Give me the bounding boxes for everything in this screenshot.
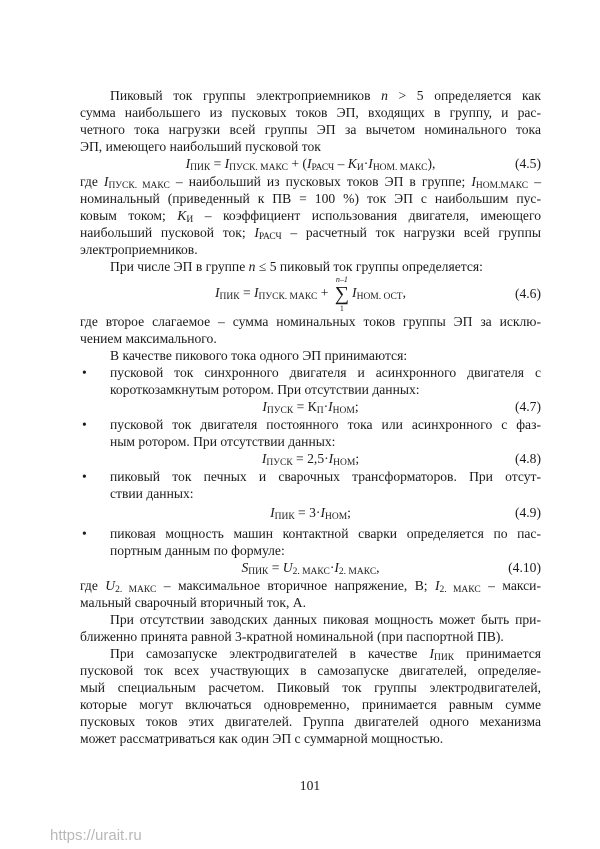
text-run: · (363, 156, 369, 171)
page-number: 101 (299, 778, 321, 793)
text-run: – наибольший из пусковых токов ЭП в группе; (169, 174, 472, 189)
variable-symbol: I (429, 646, 434, 661)
text-run: пусковой ток двигателя постоянного тока или асинхронного с фаз- (110, 417, 541, 432)
math-variable (177, 208, 193, 223)
variable-symbol: I (261, 451, 267, 466)
text-run: пусковой ток синхронного двигателя и асинхронного двигателя с (110, 365, 541, 380)
text-run: пиковый ток печных и сварочных трансформаторов. При отсут- (110, 469, 541, 484)
math-variable (186, 156, 211, 171)
text-run: = (239, 285, 255, 301)
text-line (80, 121, 541, 138)
variable-subscript: ПУСК. МАКС (108, 181, 170, 191)
paragraph (80, 258, 541, 275)
variable-symbol: I (328, 399, 333, 414)
variable-symbol: n (381, 88, 388, 103)
math-variable (214, 285, 240, 303)
text-run: – (334, 156, 348, 171)
text-run: чением максимального. (80, 331, 217, 346)
text-run: – максимальное вторичное напряжение, В; (156, 578, 435, 593)
variable-symbol: U (105, 578, 116, 593)
bullet-icon: • (82, 469, 87, 484)
text-run: В качестве пикового тока одного ЭП принимаются: (110, 348, 408, 363)
variable-subscript: 2. МАКС (338, 567, 377, 577)
text-run: – макси- (480, 578, 541, 593)
text-run: принимается (454, 646, 542, 661)
bullet-icon: • (82, 365, 87, 380)
text-run: пусковых токов этих двигателей. Группа двигателей одного механизма (80, 714, 541, 729)
variable-symbol: I (368, 156, 373, 171)
text-run: При отсутствии заводских данных пиковая мощность может быть при- (110, 612, 541, 627)
text-run: Пиковый ток группы электроприемников (110, 88, 382, 103)
variable-subscript: 2. МАКС (439, 585, 481, 595)
text-run: где второе слагаемое – сумма номинальных токов группы ЭП за исклю- (80, 314, 541, 329)
math-variable (334, 560, 376, 575)
text-run: · (329, 560, 335, 575)
text-line (110, 485, 541, 502)
text-run: четного тока нагрузки всей группы ЭП за вычетом номинального тока (80, 122, 541, 137)
formula (241, 559, 379, 577)
equation-number: (4.7) (514, 399, 541, 414)
variable-subscript: ПИК (219, 292, 240, 303)
text-run: + (317, 285, 332, 301)
formula (262, 398, 358, 416)
math-variable (320, 505, 347, 520)
text-line (80, 313, 541, 330)
variable-symbol: I (352, 285, 357, 301)
text-run: ≤ 5 пиковый ток группы определяется: (255, 259, 483, 274)
text-run: номинальный (приведенный к ПВ = 100 %) ток ЭП с наибольшим пус- (80, 191, 541, 206)
math-variable (381, 88, 388, 103)
variable-symbol: n (248, 259, 256, 274)
variable-subscript: 2. МАКС (292, 567, 330, 577)
equation (80, 450, 541, 468)
text-line (80, 138, 541, 155)
text-run: портным данным по формуле: (110, 543, 285, 558)
variable-subscript: НОМ. ОСТ (356, 292, 403, 303)
text-line (80, 730, 541, 747)
math-variable (104, 174, 170, 189)
variable-subscript: ПИК (248, 567, 269, 577)
variable-symbol: K (347, 156, 357, 171)
formula (215, 275, 406, 313)
text-line (110, 416, 541, 433)
math-variable (283, 560, 330, 575)
watermark-url: https://urait.ru (50, 827, 142, 844)
variable-symbol: I (103, 174, 109, 189)
text-run: пусковой ток всех участвующих в самозапуске двигателей, определяе- (80, 663, 541, 678)
text-line (110, 542, 541, 559)
variable-subscript: 2. МАКС (115, 585, 157, 595)
paragraph (80, 313, 541, 347)
variable-symbol: I (328, 451, 334, 466)
variable-subscript: РАСЧ (258, 232, 282, 242)
text-line (80, 713, 541, 730)
bullet-icon: • (82, 417, 87, 432)
sum-upper-limit: n–1 (335, 275, 348, 284)
paragraph (80, 577, 541, 611)
text-line (80, 645, 541, 662)
text-line (80, 577, 541, 594)
text-line (80, 662, 541, 679)
text-line (80, 87, 541, 104)
math-variable (328, 399, 355, 414)
text-run: ближенно принята равной 3-кратной номинальной (при паспортной ПВ). (80, 629, 504, 644)
text-run: ным ротором. При отсутствии данных: (110, 434, 336, 449)
math-variable (348, 156, 364, 171)
text-line (80, 594, 541, 611)
paragraph (80, 173, 541, 258)
formula (262, 450, 359, 468)
text-line (80, 628, 541, 645)
paragraph (80, 87, 541, 155)
math-variable (471, 174, 528, 189)
text-line (110, 525, 541, 542)
variable-symbol: S (241, 560, 249, 575)
equation-number: (4.8) (514, 451, 541, 466)
variable-subscript: НОМ (333, 458, 356, 468)
paragraph (80, 347, 541, 364)
bullet-item (80, 416, 541, 450)
text-run: , (402, 285, 407, 301)
sum-lower-limit: 1 (339, 304, 344, 313)
variable-subscript: ПИК (434, 653, 455, 663)
text-run: При числе ЭП в группе (110, 259, 249, 274)
text-run: ; (354, 399, 359, 414)
variable-symbol: I (434, 578, 440, 593)
text-line (80, 224, 541, 241)
variable-symbol: I (306, 156, 312, 171)
variable-subscript: ПУСК. МАКС (229, 163, 288, 173)
text-line (110, 433, 541, 450)
math-variable (307, 156, 334, 171)
variable-subscript: НОМ (324, 512, 348, 522)
text-run: ; (347, 505, 351, 520)
paragraph (80, 645, 541, 747)
text-line (80, 347, 541, 364)
text-line (80, 679, 541, 696)
text-run: ковым током; (80, 208, 178, 223)
variable-symbol: I (214, 285, 220, 301)
text-run: = 3· (294, 505, 321, 520)
variable-subscript: И (186, 215, 194, 225)
variable-symbol: I (320, 505, 325, 520)
math-variable (105, 578, 156, 593)
math-variable (329, 451, 356, 466)
text-run: > 5 определяется как (387, 88, 541, 103)
variable-subscript: ПУСК (266, 406, 294, 416)
text-line (80, 611, 541, 628)
equation-number: (4.9) (514, 505, 541, 520)
variable-subscript: ПИК (190, 163, 211, 173)
variable-symbol: I (254, 285, 259, 301)
equation-number: (4.6) (514, 286, 541, 301)
text-run: где (80, 578, 106, 593)
variable-symbol: I (334, 560, 339, 575)
summation-symbol (335, 275, 349, 313)
text-line (110, 381, 541, 398)
variable-symbol: I (224, 156, 230, 171)
text-run: ; (355, 451, 360, 466)
bullet-item (80, 468, 541, 502)
formula (270, 504, 351, 522)
text-run: = 2,5· (292, 451, 329, 466)
equation (80, 155, 541, 173)
text-line (80, 241, 541, 258)
math-variable (435, 578, 481, 593)
equation-number: (4.10) (508, 560, 541, 575)
math-variable (352, 285, 403, 303)
variable-symbol: I (471, 174, 476, 189)
text-run: – (528, 174, 541, 189)
equation (80, 559, 541, 577)
math-variable (429, 646, 454, 661)
text-run: короткозамкнутым ротором. При отсутствии данных: (110, 382, 420, 397)
text-run: которые могут включаться одновременно, принимается равным сумме (80, 697, 541, 712)
text-line (110, 364, 541, 381)
text-run: ствии данных: (110, 486, 194, 501)
text-line (80, 104, 541, 121)
text-line (80, 190, 541, 207)
variable-subscript: НОМ (332, 406, 355, 416)
paragraph (80, 611, 541, 645)
text-run: При самозапуске электродвигателей в качестве (110, 646, 430, 661)
sigma: ∑ (334, 283, 350, 305)
text-run: может рассматриваться как один ЭП с суммарной мощностью. (80, 731, 444, 746)
text-run: – коэффициент использования двигателя, имеющего (193, 208, 541, 223)
text-run: пиковая мощность машин контактной сварки определяется по пас- (110, 526, 541, 541)
math-variable (270, 505, 295, 520)
variable-subscript: ПУСК. МАКС (258, 292, 318, 303)
text-run: ЭП, имеющего наибольший пусковой ток (80, 139, 321, 154)
math-variable (254, 285, 318, 303)
page-body (80, 0, 541, 747)
equation-number: (4.5) (514, 156, 541, 171)
equation (80, 504, 541, 522)
text-run: + ( (287, 156, 307, 171)
text-line (80, 207, 541, 224)
formula (186, 155, 436, 173)
text-run: = К (293, 399, 317, 414)
text-line (80, 258, 541, 275)
text-run: ), (427, 156, 436, 171)
variable-symbol: U (282, 560, 293, 575)
text-run: электроприемников. (80, 242, 198, 257)
variable-subscript: И (356, 163, 364, 173)
text-run: – расчетный ток нагрузки всей группы (281, 225, 541, 240)
math-variable (254, 225, 281, 240)
variable-subscript: ПИК (274, 512, 295, 522)
variable-subscript: П (316, 406, 324, 416)
math-variable (317, 399, 324, 414)
text-line (80, 173, 541, 190)
variable-subscript: НОМ.МАКС (475, 181, 529, 191)
text-run: мальный сварочный вторичный ток, А. (80, 595, 306, 610)
text-run: наибольший пусковой ток; (80, 225, 255, 240)
variable-subscript: РАСЧ (311, 163, 335, 173)
text-run: сумма наибольшего из пусковых токов ЭП, входящих в группу, и рас- (80, 105, 541, 120)
text-run: = (268, 560, 283, 575)
math-variable (225, 156, 288, 171)
text-line (110, 468, 541, 485)
text-line (80, 330, 541, 347)
bullet-item (80, 364, 541, 398)
variable-symbol: I (270, 505, 275, 520)
math-variable (262, 451, 293, 466)
text-run: где (80, 174, 104, 189)
variable-symbol: I (185, 156, 191, 171)
text-line (80, 696, 541, 713)
variable-symbol: I (254, 225, 259, 240)
bullet-icon: • (82, 526, 87, 541)
math-variable (241, 560, 268, 575)
variable-subscript: ПУСК (266, 458, 293, 468)
text-run: · (323, 399, 329, 414)
variable-symbol: I (262, 399, 267, 414)
equation (80, 275, 541, 313)
variable-symbol: K (177, 208, 187, 223)
text-run: мый специальным расчетом. Пиковый ток группы электродвигателей, (80, 680, 541, 695)
equation (80, 398, 541, 416)
text-run: = (210, 156, 225, 171)
math-variable (262, 399, 293, 414)
bullet-item (80, 525, 541, 559)
variable-subscript: НОМ. МАКС (372, 163, 428, 173)
math-variable (368, 156, 427, 171)
text-run: , (376, 560, 380, 575)
